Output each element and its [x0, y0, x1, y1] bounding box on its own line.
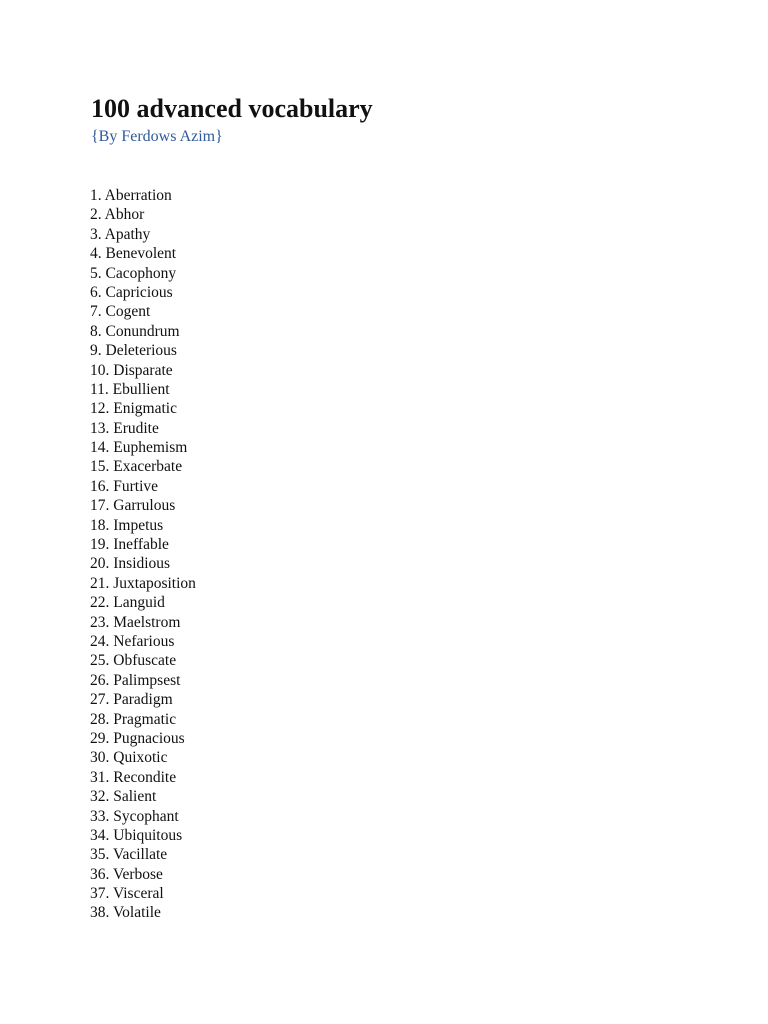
list-item: 35. Vacillate	[90, 846, 168, 864]
list-item: 21. Juxtaposition	[90, 574, 196, 592]
list-item: 9. Deleterious	[90, 342, 177, 360]
list-item: 5. Cacophony	[90, 264, 177, 282]
list-item: 1. Aberration	[90, 187, 172, 204]
list-item: 37. Visceral	[90, 885, 164, 903]
list-item: 27. Paradigm	[90, 691, 173, 709]
document-author: {By Ferdows Azim}	[91, 128, 223, 145]
list-item: 7. Cogent	[90, 303, 151, 321]
list-item: 16. Furtive	[90, 477, 159, 495]
list-item: 28. Pragmatic	[90, 710, 177, 728]
list-item: 26. Palimpsest	[90, 671, 181, 689]
list-item: 24. Nefarious	[90, 632, 175, 650]
list-item: 13. Erudite	[90, 419, 159, 437]
list-item: 34. Ubiquitous	[90, 826, 183, 844]
list-item: 15. Exacerbate	[90, 458, 183, 476]
vocabulary-list	[90, 186, 196, 923]
list-item: 22. Languid	[90, 594, 165, 612]
document-title: 100 advanced vocabulary	[91, 94, 373, 123]
list-item: 14. Euphemism	[90, 439, 188, 457]
list-item: 30. Quixotic	[90, 749, 168, 767]
list-item: 38. Volatile	[90, 904, 161, 922]
list-item: 25. Obfuscate	[90, 652, 177, 670]
list-item: 33. Sycophant	[90, 807, 179, 825]
list-item: 10. Disparate	[90, 361, 173, 379]
list-item: 23. Maelstrom	[90, 613, 181, 631]
list-item: 6. Capricious	[90, 283, 173, 301]
list-item: 4. Benevolent	[90, 245, 177, 263]
list-item: 3. Apathy	[90, 225, 151, 243]
list-item: 19. Ineffable	[90, 536, 169, 554]
list-item: 17. Garrulous	[90, 497, 176, 515]
list-item: 11. Ebullient	[90, 380, 170, 398]
list-item: 36. Verbose	[90, 865, 163, 883]
list-item: 32. Salient	[90, 788, 157, 806]
list-item: 29. Pugnacious	[90, 729, 185, 747]
list-item: 31. Recondite	[90, 768, 177, 786]
list-item: 8. Conundrum	[90, 322, 180, 340]
list-item: 20. Insidious	[90, 555, 171, 573]
list-item: 12. Enigmatic	[90, 400, 177, 418]
list-item: 18. Impetus	[90, 516, 164, 534]
list-item: 2. Abhor	[90, 206, 145, 224]
